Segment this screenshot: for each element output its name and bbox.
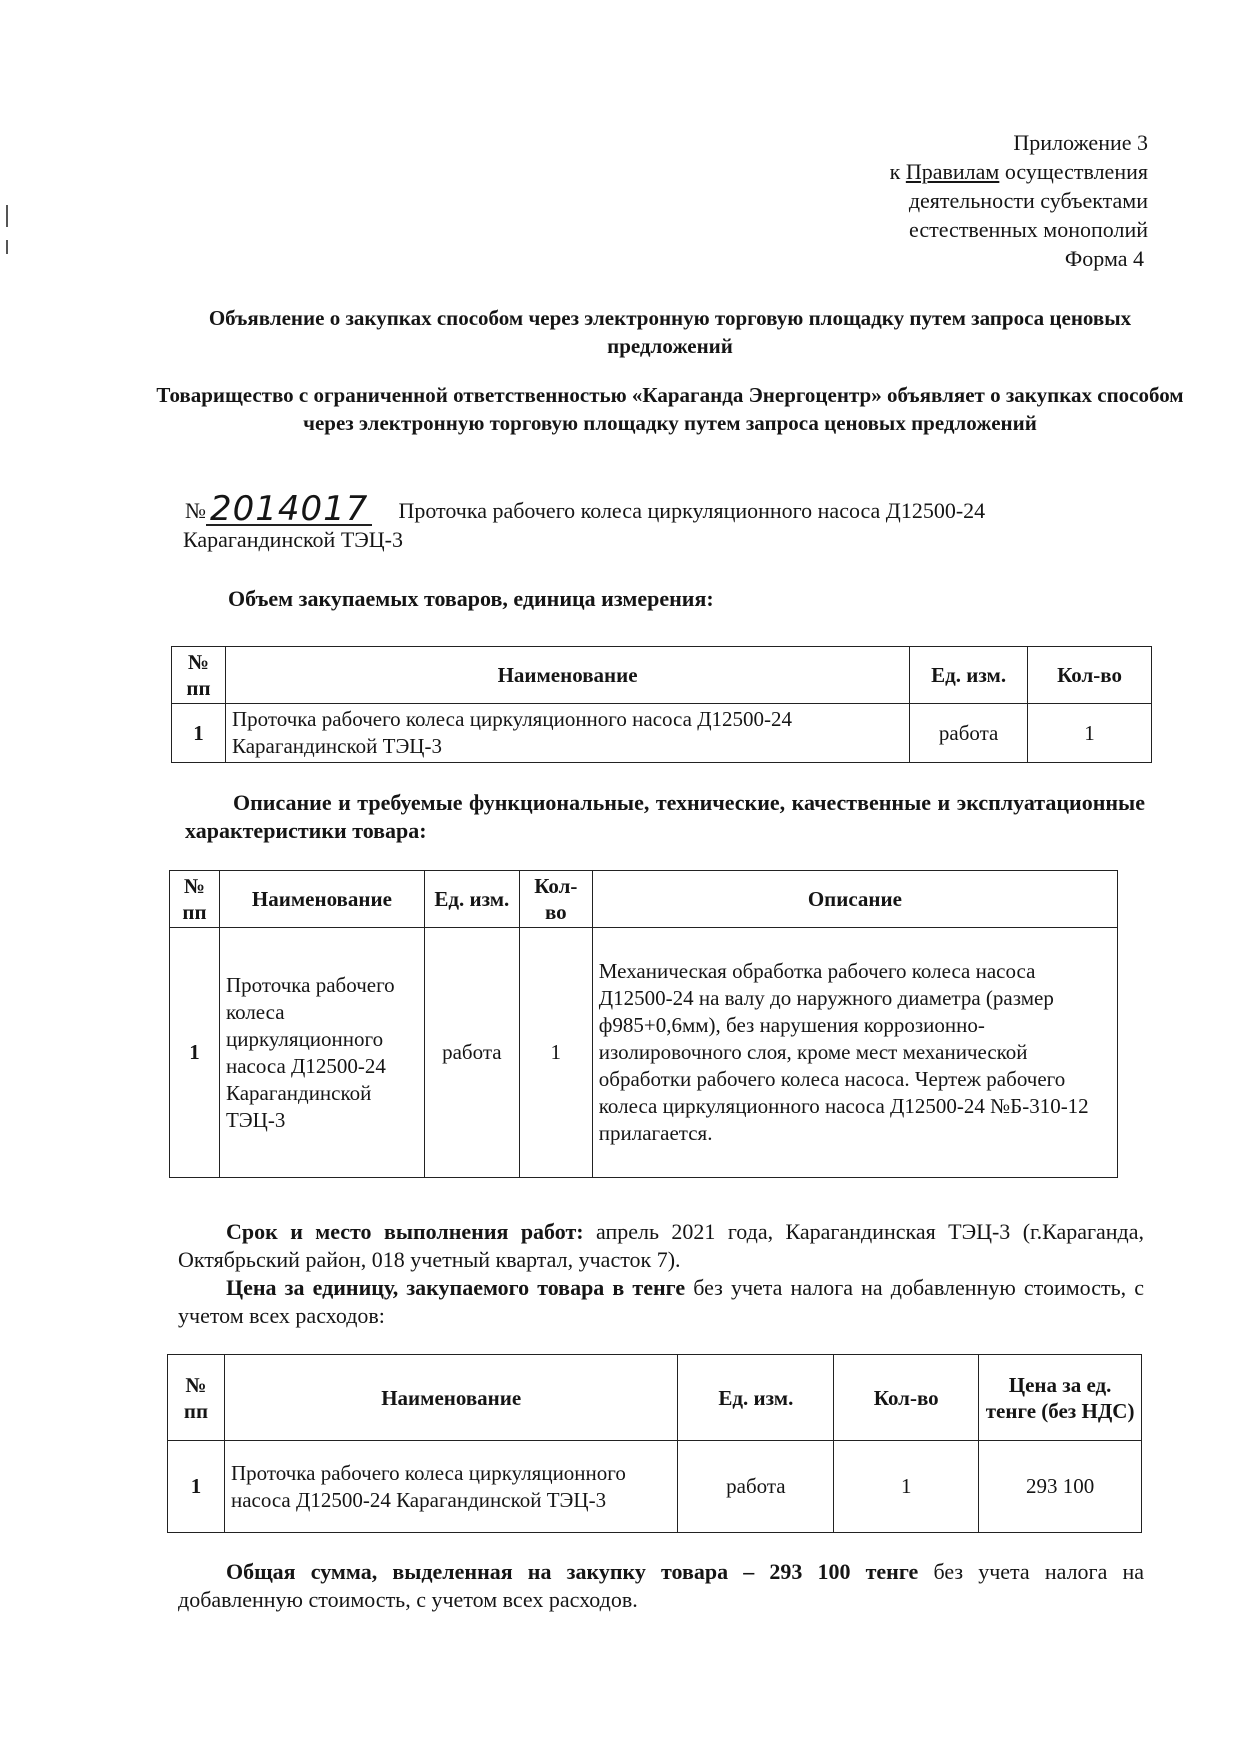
table-header-row: [170, 871, 1118, 928]
quantity: 1: [519, 928, 592, 1178]
lot-title-line1: Проточка рабочего колеса циркуляционного насоса Д12500-24: [398, 498, 986, 523]
unit: работа: [678, 1441, 834, 1533]
announcement-title: Объявление о закупках способом через электронную торговую площадку путем запроса ценовых предложений: [208, 306, 1132, 358]
appendix-line: деятельности субъектами: [908, 188, 1148, 213]
price-table: [167, 1354, 1142, 1533]
scan-artifact: [6, 205, 8, 227]
table-row: [170, 928, 1118, 1178]
column-header: № пп: [168, 1355, 225, 1441]
scan-artifact: [6, 240, 8, 254]
volume-heading: Объем закупаемых товаров, единица измерения:: [228, 586, 714, 611]
total-sum-paragraph: [178, 1558, 1144, 1614]
item-name: Проточка рабочего колеса циркуляционного насоса Д12500-24 Карагандинской ТЭЦ-3: [219, 928, 424, 1178]
column-header: Кол-во: [519, 871, 592, 928]
table-row: [172, 704, 1152, 763]
price-paragraph: [178, 1274, 1144, 1330]
appendix-header: [780, 128, 1148, 273]
row-number: 1: [172, 704, 226, 763]
appendix-rules-line: к Правилам осуществления: [889, 159, 1148, 184]
table-header-row: [172, 647, 1152, 704]
unit: работа: [424, 928, 519, 1178]
rules-link[interactable]: Правилам: [905, 159, 1000, 184]
row-number: 1: [170, 928, 220, 1178]
column-header: Наименование: [219, 871, 424, 928]
column-header: № пп: [170, 871, 220, 928]
unit-price: 293 100: [979, 1441, 1142, 1533]
lot-title-line2: Карагандинской ТЭЦ-3: [183, 527, 403, 552]
volume-table: [171, 646, 1152, 763]
unit: работа: [910, 704, 1028, 763]
terms-paragraph: [178, 1218, 1144, 1274]
quantity: 1: [834, 1441, 979, 1533]
table-header-row: [168, 1355, 1142, 1441]
column-header: Ед. изм.: [678, 1355, 834, 1441]
column-header: Кол-во: [834, 1355, 979, 1441]
organizer-title: Товарищество с ограниченной ответственностью «Караганда Энергоцентр» объявляет о закупках способом через электронную торговую площадку путем запроса ценовых предложений: [156, 383, 1184, 435]
price-label: Цена за единицу, закупаемого товара в тенге: [226, 1275, 686, 1300]
price-text: без учета налога на добавленную стоимость, с учетом всех расходов:: [178, 1275, 1144, 1328]
total-label: Общая сумма, выделенная на закупку товара – 293 100 тенге: [226, 1559, 919, 1584]
appendix-line: естественных монополий: [909, 217, 1148, 242]
column-header: Ед. изм.: [910, 647, 1028, 704]
total-text: без учета налога на добавленную стоимость, с учетом всех расходов.: [178, 1559, 1145, 1612]
quantity: 1: [1028, 704, 1152, 763]
appendix-number: Приложение 3: [1013, 130, 1148, 155]
terms-and-price-section: [178, 1218, 1144, 1330]
table-row: [168, 1441, 1142, 1533]
handwritten-lot-number: 2014017: [206, 494, 372, 526]
column-header: Цена за ед. тенге (без НДС): [979, 1355, 1142, 1441]
lot-number-sign: №: [185, 498, 206, 523]
item-description: Механическая обработка рабочего колеса насоса Д12500-24 на валу до наружного диаметра (размер ф985+0,6мм), без нарушения коррозионно-изолировочного слоя, кроме мест механической обработки рабочего колеса насоса. Чертеж рабочего колеса циркуляционного насоса Д12500-24 №Б-310-12 прилагается.: [592, 928, 1117, 1178]
terms-text: апрель 2021 года, Карагандинская ТЭЦ-3 (г.Караганда, Октябрьский район, 018 учетный квартал, участок 7).: [178, 1219, 1144, 1272]
column-header: Ед. изм.: [424, 871, 519, 928]
column-header: Наименование: [225, 647, 909, 704]
column-header: Наименование: [224, 1355, 678, 1441]
item-name: Проточка рабочего колеса циркуляционного насоса Д12500-24 Карагандинской ТЭЦ-3: [224, 1441, 678, 1533]
item-name: Проточка рабочего колеса циркуляционного насоса Д12500-24 Карагандинской ТЭЦ-3: [225, 704, 909, 763]
description-heading: Описание и требуемые функциональные, технические, качественные и эксплуатационные характеристики товара:: [185, 790, 1145, 843]
description-table: [169, 870, 1118, 1178]
form-number: Форма 4: [1064, 246, 1144, 271]
terms-label: Срок и место выполнения работ:: [226, 1219, 584, 1244]
row-number: 1: [168, 1441, 225, 1533]
lot-title: [183, 489, 1145, 554]
column-header: № пп: [172, 647, 226, 704]
column-header: Описание: [592, 871, 1117, 928]
column-header: Кол-во: [1028, 647, 1152, 704]
